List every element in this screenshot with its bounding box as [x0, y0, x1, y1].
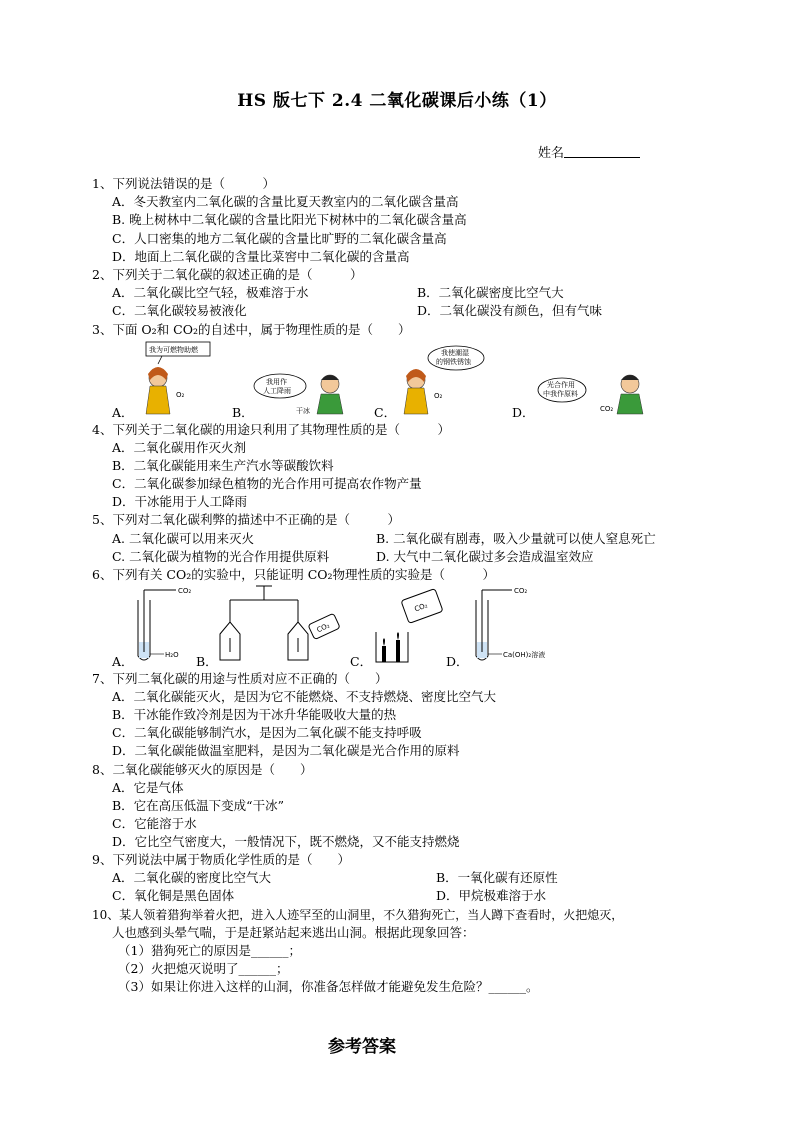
- label-c: O₂: [434, 392, 443, 400]
- boy-dryice-figure-b: [254, 374, 343, 415]
- question-5-stem: 5、下列对二氧化碳利弊的描述中不正确的是（ ）: [92, 512, 400, 527]
- bubble-d-text-2: 中我作原料: [543, 390, 578, 398]
- question-8-option-a: A．它是气体: [112, 780, 184, 795]
- question-9-stem: 9、下列说法中属于物质化学性质的是（ ）: [92, 852, 350, 867]
- question-8-option-d: D．它比空气密度大，一般情况下，既不燃烧，又不能支持燃烧: [112, 834, 460, 849]
- question-8-stem: 8、二氧化碳能够灭火的原因是（ ）: [92, 762, 313, 777]
- girl-o2-figure-c: [404, 346, 484, 414]
- bubble-c-text-2: 的钢铁锈蚀: [436, 358, 471, 366]
- boy-co2-figure-d: [538, 375, 643, 414]
- bubble-b-text-2: 人工降雨: [263, 387, 291, 395]
- question-10-sub-3: （3）如果让你进入这样的山洞，你准备怎样做才能避免发生危险？______。: [118, 979, 539, 994]
- label-b: 干冰: [296, 407, 310, 415]
- question-7-option-a: A．二氧化碳能灭火，是因为它不能燃烧、不支持燃烧、密度比空气大: [112, 689, 497, 704]
- question-5-option-a: A. 二氧化碳可以用来灭火: [112, 531, 254, 546]
- question-9-option-d: D．甲烷极难溶于水: [436, 888, 547, 903]
- question-2-option-c: C．二氧化碳较易被液化: [112, 303, 247, 318]
- experiment-b-co2-label: CO₂: [315, 621, 331, 635]
- question-3-stem: 3、下面 O₂和 CO₂的自述中，属于物理性质的是（ ）: [92, 322, 411, 337]
- experiment-a-test-tube: [138, 587, 191, 660]
- question-4-stem: 4、下列关于二氧化碳的用途只利用了其物理性质的是（ ）: [92, 422, 450, 437]
- question-1-stem: 1、下列说法错误的是（ ）: [92, 176, 275, 191]
- question-7-option-b: B．干冰能作致冷剂是因为干冰升华能吸收大量的热: [112, 707, 397, 722]
- question-10-sub-1: （1）猎狗死亡的原因是______；: [118, 943, 301, 958]
- question-9-option-b: B．一氧化碳有还原性: [436, 870, 558, 885]
- question-8-option-c: C．它能溶于水: [112, 816, 197, 831]
- question-4-option-a: A．二氧化碳用作灭火剂: [112, 440, 247, 455]
- experiment-c-co2-label: CO₂: [413, 601, 429, 614]
- question-2-option-a: A．二氧化碳比空气轻，极难溶于水: [112, 285, 309, 300]
- answer-section-title: 参考答案: [328, 1037, 396, 1057]
- question-1-option-a: A．冬天教室内二氧化碳的含量比夏天教室内的二氧化碳含量高: [112, 194, 459, 209]
- question-6-figures: [120, 582, 570, 668]
- bubble-b-text-1: 我用作: [266, 378, 287, 386]
- question-5-option-d: D. 大气中二氧化碳过多会造成温室效应: [376, 549, 594, 564]
- question-4-option-b: B．二氧化碳能用来生产汽水等碳酸饮料: [112, 458, 334, 473]
- question-1-option-c: C．人口密集的地方二氧化碳的含量比旷野的二氧化碳含量高: [112, 231, 447, 246]
- question-2-stem: 2、下列关于二氧化碳的叙述正确的是（ ）: [92, 267, 363, 282]
- experiment-d-test-tube: [476, 587, 545, 660]
- question-6-option-a: A．: [112, 654, 134, 669]
- page-title: HS 版七下 2.4 二氧化碳课后小练（1）: [237, 91, 557, 111]
- question-2-option-b: B．二氧化碳密度比空气大: [417, 285, 564, 300]
- experiment-b-balance: [220, 586, 340, 660]
- experiment-c-beaker-candles: [376, 589, 443, 662]
- question-5-option-c: C. 二氧化碳为植物的光合作用提供原料: [112, 549, 330, 564]
- experiment-d-limewater-label: Ca(OH)₂溶液: [503, 651, 546, 659]
- question-2-option-d: D．二氧化碳没有颜色，但有气味: [417, 303, 603, 318]
- question-4-option-d: D．干冰能用于人工降雨: [112, 494, 248, 509]
- experiment-a-co2-label: CO₂: [178, 587, 192, 595]
- bubble-d-text-1: 光合作用: [547, 381, 575, 389]
- name-label: 姓名: [538, 146, 565, 161]
- question-4-option-c: C．二氧化碳参加绿色植物的光合作用可提高农作物产量: [112, 476, 422, 491]
- question-5-option-b: B. 二氧化碳有剧毒，吸入少量就可以使人窒息死亡: [376, 531, 656, 546]
- question-3-option-a: A．: [112, 405, 134, 420]
- experiment-a-water-label: H₂O: [165, 651, 179, 659]
- girl-o2-figure-a: [146, 342, 210, 414]
- label-a: O₂: [176, 391, 185, 399]
- question-7-stem: 7、下列二氧化碳的用途与性质对应不正确的（ ）: [92, 671, 388, 686]
- bubble-c-text-1: 我使潮湿: [441, 349, 469, 357]
- name-field[interactable]: [538, 142, 640, 161]
- label-d: CO₂: [600, 405, 614, 413]
- question-6-stem: 6、下列有关 CO₂的实验中，只能证明 CO₂物理性质的实验是（ ）: [92, 567, 496, 582]
- question-6-option-c: C．: [350, 654, 373, 669]
- question-10-sub-2: （2）火把熄灭说明了______；: [118, 961, 289, 976]
- name-blank[interactable]: [564, 145, 640, 158]
- question-3-option-b: B．: [232, 405, 254, 420]
- question-7-option-d: D．二氧化碳能做温室肥料，是因为二氧化碳是光合作用的原料: [112, 743, 460, 758]
- question-6-option-d: D．: [446, 654, 469, 669]
- question-9-option-a: A．二氧化碳的密度比空气大: [112, 870, 272, 885]
- bubble-a-text: 我为可燃物助燃: [149, 346, 198, 354]
- question-1-option-d: D．地面上二氧化碳的含量比菜窖中二氧化碳的含量高: [112, 249, 410, 264]
- question-3-option-c: C．: [374, 405, 397, 420]
- question-6-option-b: B．: [196, 654, 218, 669]
- question-3-option-d: D．: [512, 405, 535, 420]
- question-10-stem-line-1: 10、某人领着猎狗举着火把，进入人迹罕至的山洞里，不久猎狗死亡，当人蹲下查看时，火把熄灭，: [92, 908, 624, 922]
- question-1-option-b: B. 晚上树林中二氧化碳的含量比阳光下树林中的二氧化碳含量高: [112, 212, 467, 227]
- question-8-option-b: B．它在高压低温下变成“干冰”: [112, 798, 284, 813]
- question-10-stem-line-2: 人也感到头晕气喘，于是赶紧站起来逃出山洞。根据此现象回答：: [112, 925, 475, 940]
- question-7-option-c: C．二氧化碳能够制汽水，是因为二氧化碳不能支持呼吸: [112, 725, 422, 740]
- question-9-option-c: C．氧化铜是黑色固体: [112, 888, 235, 903]
- experiment-d-co2-label: CO₂: [514, 587, 528, 595]
